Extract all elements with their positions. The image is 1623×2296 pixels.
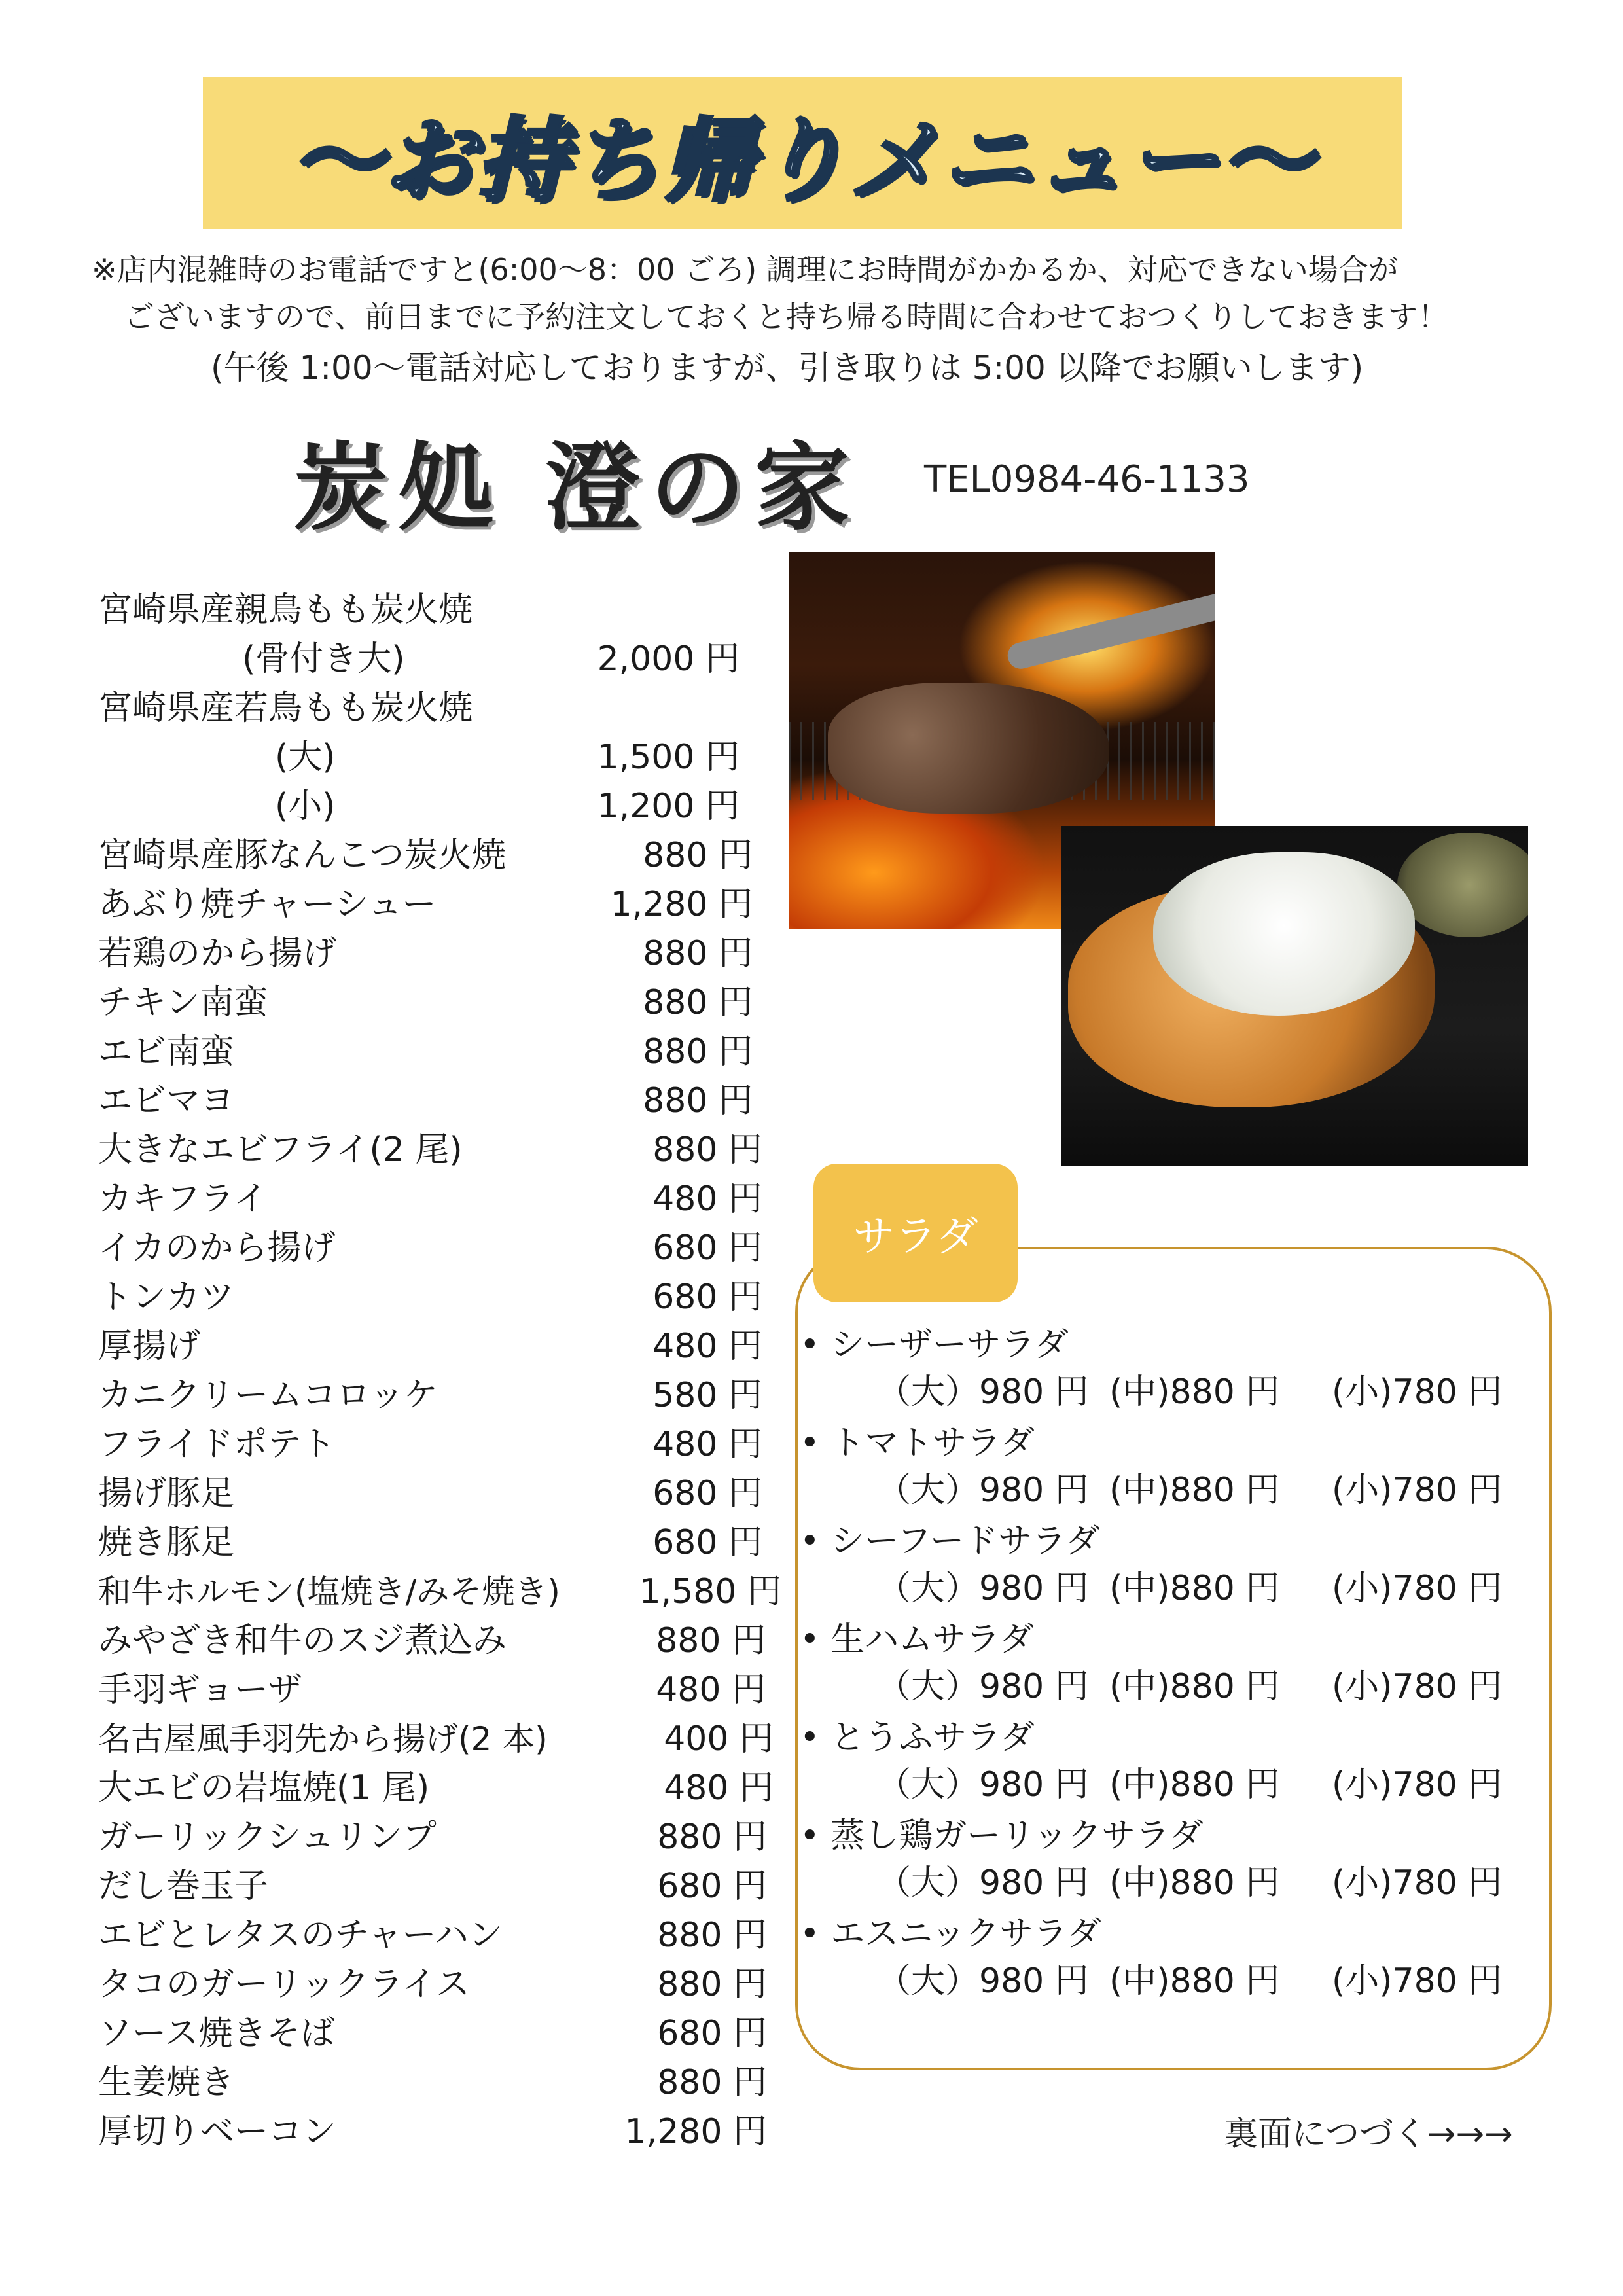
menu-item — [98, 1175, 772, 1224]
menu-item — [98, 1322, 772, 1371]
menu-item — [98, 586, 772, 635]
menu-item-price: 880 円 — [643, 1032, 753, 1071]
menu-item-price: 880 円 — [656, 1621, 766, 1660]
price-large: （大）980 円 — [877, 1765, 1089, 1804]
salad-prices — [877, 1664, 1502, 1710]
menu-item-name: 焼き豚足 — [98, 1523, 235, 1562]
salad-item — [800, 1911, 1539, 2009]
notice-line-2: ございますので、前日までに予約注文しておくと持ち帰る時間に合わせておつくりしておきます！ — [124, 299, 1448, 334]
menu-item-name: 和牛ホルモン(塩焼き/みそ焼き) — [98, 1573, 560, 1611]
menu-item-name: (小) — [275, 787, 336, 826]
menu-item-name: カニクリームコロッケ — [98, 1376, 438, 1415]
salad-prices — [877, 1860, 1502, 1906]
menu-item-name: 宮崎県産親鳥もも炭火焼 — [98, 590, 473, 630]
menu-item-name: (大) — [275, 738, 336, 777]
menu-list — [98, 586, 781, 2157]
menu-item-price: 680 円 — [657, 1867, 767, 1906]
salad-name: • 生ハムサラダ — [800, 1620, 1034, 1659]
menu-item-name: だし巻玉子 — [98, 1867, 269, 1906]
menu-item-price: 480 円 — [664, 1768, 774, 1808]
menu-item — [98, 1911, 772, 1960]
menu-item-name: チキン南蛮 — [98, 983, 268, 1022]
menu-item-name: 若鶏のから揚げ — [98, 934, 337, 973]
salad-name: • シーフードサラダ — [800, 1522, 1100, 1561]
menu-item — [98, 1224, 772, 1273]
menu-item — [98, 1077, 772, 1126]
menu-item-price: 880 円 — [643, 836, 753, 875]
menu-item — [98, 831, 772, 880]
salad-item — [800, 1715, 1539, 1813]
menu-item-price: 1,200 円 — [597, 787, 740, 826]
menu-item — [98, 2009, 772, 2058]
menu-item — [98, 1666, 772, 1715]
menu-item — [98, 1813, 772, 1862]
menu-item — [98, 1126, 772, 1175]
menu-item-price: 1,580 円 — [639, 1572, 781, 1611]
menu-item-name: ガーリックシュリンプ — [98, 1818, 437, 1857]
price-small: (小)780 円 — [1332, 1569, 1503, 1608]
menu-item-name: イカのから揚げ — [98, 1229, 336, 1268]
menu-item-name: 揚げ豚足 — [98, 1474, 235, 1513]
menu-item-price: 1,280 円 — [624, 2112, 767, 2151]
price-large: （大）980 円 — [877, 1471, 1089, 1510]
menu-item — [98, 1273, 772, 1322]
page-title: ～お持ち帰りメニュー～ — [291, 108, 1313, 213]
salad-item — [800, 1813, 1539, 1911]
price-small: (小)780 円 — [1332, 1471, 1503, 1510]
menu-item — [98, 1568, 781, 1617]
menu-item-name: 生姜焼き — [98, 2063, 235, 2102]
menu-item — [98, 1764, 772, 1813]
menu-item — [98, 1028, 772, 1077]
salad-prices — [877, 1467, 1502, 1513]
menu-item-name: あぶり焼チャーシュー — [98, 885, 437, 924]
salad-name: • 蒸し鶏ガーリックサラダ — [800, 1816, 1204, 1856]
menu-item-name: カキフライ — [98, 1179, 268, 1219]
menu-item-price: 1,280 円 — [610, 885, 753, 924]
menu-item-price: 880 円 — [643, 934, 753, 973]
menu-item-price: 680 円 — [652, 1229, 762, 1268]
salad-name: • シーザーサラダ — [800, 1325, 1069, 1365]
menu-item — [98, 733, 772, 782]
menu-item — [98, 1420, 772, 1469]
menu-item — [98, 2108, 772, 2157]
menu-item-name: エビ南蛮 — [98, 1032, 235, 1071]
salad-prices — [877, 1762, 1502, 1808]
salad-name: • エスニックサラダ — [800, 1914, 1101, 1954]
price-small: (小)780 円 — [1332, 1765, 1503, 1804]
title-banner — [203, 77, 1402, 229]
menu-item-price: 480 円 — [656, 1670, 766, 1710]
menu-item — [98, 1617, 772, 1666]
menu-item — [98, 1371, 772, 1420]
menu-item — [98, 1469, 772, 1518]
menu-item-price: 2,000 円 — [597, 639, 740, 679]
menu-item-name: 厚揚げ — [98, 1327, 201, 1366]
salad-prices — [877, 1369, 1502, 1415]
salad-name: • トマトサラダ — [800, 1424, 1035, 1463]
salad-heading-tab — [813, 1164, 1018, 1302]
price-small: (小)780 円 — [1332, 1962, 1503, 2001]
salad-item — [800, 1518, 1539, 1617]
menu-item-price: 880 円 — [652, 1130, 762, 1170]
salad-item — [800, 1617, 1539, 1715]
menu-item-price: 880 円 — [643, 983, 753, 1022]
menu-item — [98, 1518, 772, 1568]
price-large: （大）980 円 — [877, 1569, 1089, 1608]
menu-item-name: エビとレタスのチャーハン — [98, 1916, 503, 1955]
price-medium: (中)880 円 — [1109, 1863, 1280, 1903]
menu-item — [98, 1862, 772, 1911]
menu-item-name: 手羽ギョーザ — [98, 1670, 303, 1710]
price-medium: (中)880 円 — [1109, 1569, 1280, 1608]
menu-item-name: ソース焼きそば — [98, 2014, 335, 2053]
menu-item-price: 680 円 — [652, 1523, 762, 1562]
shop-tel: TEL0984-46-1133 — [924, 458, 1250, 501]
salad-item — [800, 1322, 1539, 1420]
menu-item-price: 880 円 — [643, 1081, 753, 1121]
salad-prices — [877, 1566, 1502, 1611]
menu-item-name: 宮崎県産豚なんこつ炭火焼 — [98, 836, 506, 875]
menu-item-name: フライドポテト — [98, 1425, 336, 1464]
menu-item-name: 宮崎県産若鳥もも炭火焼 — [98, 689, 473, 728]
chicken-nanban-photo — [1061, 826, 1528, 1166]
price-medium: (中)880 円 — [1109, 1962, 1280, 2001]
price-small: (小)780 円 — [1332, 1372, 1503, 1412]
menu-item-price: 680 円 — [652, 1474, 762, 1513]
menu-item-price: 680 円 — [657, 2014, 767, 2053]
price-small: (小)780 円 — [1332, 1863, 1503, 1903]
menu-item-price: 400 円 — [664, 1719, 774, 1759]
menu-item-price: 480 円 — [652, 1327, 762, 1366]
menu-item — [98, 684, 772, 733]
menu-item-name: 厚切りベーコン — [98, 2112, 337, 2151]
salad-prices — [877, 1958, 1502, 2004]
menu-item-price: 880 円 — [657, 2063, 767, 2102]
menu-item-price: 580 円 — [652, 1376, 762, 1415]
notice-line-1: ※店内混雑時のお電話ですと(6:00～8：00 ごろ) 調理にお時間がかかるか、対応できない場合が — [92, 252, 1399, 287]
salad-name: • とうふサラダ — [800, 1718, 1035, 1757]
menu-item — [98, 929, 772, 978]
grilled-meat — [828, 683, 1109, 814]
menu-item — [98, 1715, 772, 1764]
lettuce — [1397, 833, 1528, 937]
menu-item-name: 大きなエビフライ(2 尾) — [98, 1130, 463, 1170]
menu-item — [98, 1960, 772, 2009]
salad-list — [800, 1322, 1539, 2009]
salad-heading: サラダ — [853, 1213, 978, 1261]
shop-name: 炭処 澄の家 — [293, 432, 859, 544]
price-large: （大）980 円 — [877, 1962, 1089, 2001]
menu-item-price: 680 円 — [652, 1278, 762, 1317]
menu-item-price: 480 円 — [652, 1425, 762, 1464]
notice-line-3: (午後 1:00～電話対応しておりますが、引き取りは 5:00 以降でお願いします) — [211, 349, 1364, 387]
menu-item-name: トンカツ — [98, 1278, 235, 1317]
price-large: （大）980 円 — [877, 1863, 1089, 1903]
price-medium: (中)880 円 — [1109, 1372, 1280, 1412]
menu-item-name: (骨付き大) — [242, 639, 405, 679]
price-large: （大）980 円 — [877, 1667, 1089, 1706]
salad-item — [800, 1420, 1539, 1518]
menu-item — [98, 635, 772, 684]
menu-item-price: 1,500 円 — [597, 738, 740, 777]
menu-item-price: 880 円 — [657, 1916, 767, 1955]
menu-item — [98, 2058, 772, 2108]
menu-item — [98, 978, 772, 1028]
menu-item-name: みやざき和牛のスジ煮込み — [98, 1621, 507, 1660]
menu-item-price: 880 円 — [657, 1965, 767, 2004]
price-large: （大）980 円 — [877, 1372, 1089, 1412]
menu-item-price: 880 円 — [657, 1818, 767, 1857]
tongs — [1005, 589, 1215, 672]
menu-item-name: エビマヨ — [98, 1081, 235, 1121]
menu-item-name: 名古屋風手羽先から揚げ(2 本) — [98, 1720, 548, 1758]
menu-item — [98, 880, 772, 929]
price-medium: (中)880 円 — [1109, 1765, 1280, 1804]
price-medium: (中)880 円 — [1109, 1471, 1280, 1510]
continued-on-back-note: 裏面につづく→→→ — [1224, 2115, 1513, 2154]
price-small: (小)780 円 — [1332, 1667, 1503, 1706]
menu-item — [98, 782, 772, 831]
menu-item-name: タコのガーリックライス — [98, 1965, 470, 2004]
price-medium: (中)880 円 — [1109, 1667, 1280, 1706]
menu-item-name: 大エビの岩塩焼(1 尾) — [98, 1768, 430, 1808]
menu-item-price: 480 円 — [652, 1179, 762, 1219]
